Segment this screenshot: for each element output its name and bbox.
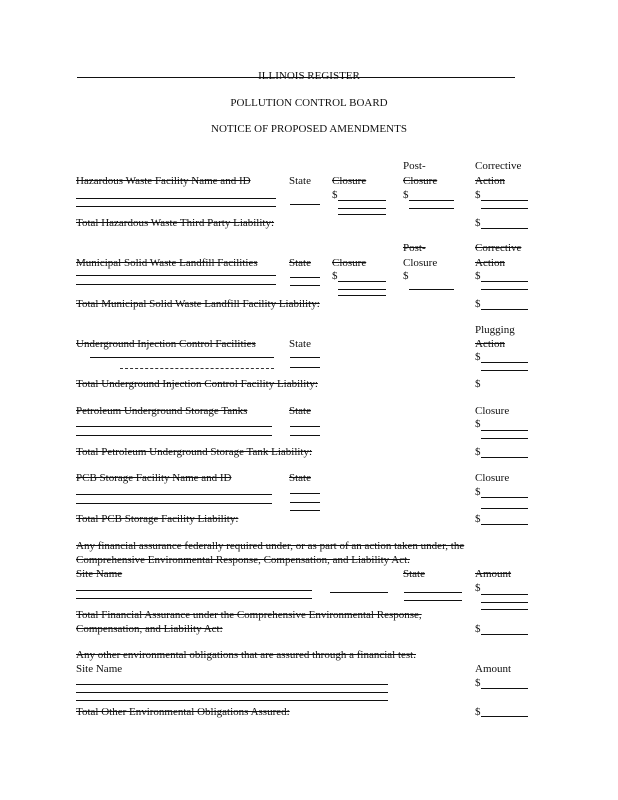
- muni-total-dollar: $: [475, 298, 481, 310]
- blank-line: [90, 357, 274, 358]
- blank-line: [330, 592, 388, 593]
- blank-line: [290, 502, 320, 503]
- pcb-state-header: State: [289, 472, 311, 484]
- blank-line: [76, 435, 272, 436]
- haz-name-header: Hazardous Waste Facility Name and ID: [76, 175, 251, 187]
- uic-name-header: Underground Injection Control Facilities: [76, 338, 256, 350]
- blank-line: [481, 634, 528, 635]
- ust-name-header: Petroleum Underground Storage Tanks: [76, 405, 248, 417]
- notice-title: NOTICE OF PROPOSED AMENDMENTS: [211, 123, 407, 135]
- uic-state-header: State: [289, 338, 311, 350]
- ust-total: Total Petroleum Underground Storage Tank Liability:: [76, 446, 313, 458]
- blank-line: [481, 370, 528, 371]
- blank-line: [76, 275, 276, 276]
- blank-line: [76, 700, 388, 701]
- haz-ca-header-1: Corrective: [475, 160, 522, 172]
- blank-line: [290, 510, 320, 511]
- ust-state-header: State: [289, 405, 311, 417]
- blank-line: [76, 598, 312, 599]
- uic-total-dollar: $: [475, 378, 481, 390]
- muni-total: Total Municipal Solid Waste Landfill Facility Liability:: [76, 298, 320, 310]
- muni-state-header: State: [289, 257, 311, 269]
- blank-line: [481, 716, 528, 717]
- cercla-dollar: $: [475, 582, 481, 594]
- blank-line: [76, 684, 388, 685]
- blank-line: [481, 602, 528, 603]
- blank-line: [481, 524, 528, 525]
- cercla-intro-2: Comprehensive Environmental Response, Compensation, and Liability Act.: [76, 554, 410, 566]
- blank-line: [481, 688, 528, 689]
- blank-line: [481, 508, 528, 509]
- blank-line: [338, 295, 386, 296]
- blank-line: [409, 200, 454, 201]
- muni-closure-header: Closure: [332, 257, 367, 269]
- blank-line: [338, 208, 386, 209]
- blank-line: [338, 214, 386, 215]
- blank-line: [338, 281, 386, 282]
- pcb-name-header: PCB Storage Facility Name and ID: [76, 472, 232, 484]
- pcb-dollar: $: [475, 486, 481, 498]
- blank-line: [481, 609, 528, 610]
- blank-line: [409, 208, 454, 209]
- blank-line: [481, 438, 528, 439]
- pcb-total-dollar: $: [475, 513, 481, 525]
- muni-name-header: Municipal Solid Waste Landfill Facilities: [76, 257, 258, 269]
- blank-line: [481, 362, 528, 363]
- blank-line: [404, 600, 462, 601]
- other-site-header: Site Name: [76, 663, 123, 675]
- haz-ca-header-2: Action: [475, 175, 505, 187]
- cercla-amount-header: Amount: [475, 568, 512, 580]
- blank-line: [481, 497, 528, 498]
- haz-post-header-2: Closure: [403, 175, 438, 187]
- cercla-site-header: Site Name: [76, 568, 123, 580]
- blank-line: [290, 285, 320, 286]
- muni-post-header-1: Post-: [403, 242, 426, 254]
- blank-line: [120, 368, 274, 369]
- cercla-total-2: Compensation, and Liability Act:: [76, 623, 223, 635]
- other-intro: Any other environmental obligations that are assured through a financial test.: [76, 649, 416, 661]
- other-dollar: $: [475, 677, 481, 689]
- muni-ca-header-2: Action: [475, 257, 505, 269]
- blank-line: [76, 503, 272, 504]
- blank-line: [76, 692, 388, 693]
- blank-line: [76, 590, 312, 591]
- uic-pa-header-2: Action: [475, 338, 505, 350]
- haz-ca-dollar: $: [475, 189, 481, 201]
- blank-line: [290, 435, 320, 436]
- blank-line: [481, 309, 528, 310]
- other-total: Total Other Environmental Obligations Assured:: [76, 706, 290, 718]
- blank-line: [481, 208, 528, 209]
- other-total-dollar: $: [475, 706, 481, 718]
- haz-total: Total Hazardous Waste Third Party Liability:: [76, 217, 275, 229]
- blank-line: [481, 200, 528, 201]
- pcb-total: Total PCB Storage Facility Liability:: [76, 513, 239, 525]
- muni-post-dollar: $: [403, 270, 409, 282]
- ust-closure-header: Closure: [475, 405, 510, 417]
- uic-total: Total Underground Injection Control Facility Liability:: [76, 378, 318, 390]
- muni-post-header-2: Closure: [403, 257, 438, 269]
- blank-line: [76, 284, 276, 285]
- blank-line: [290, 204, 320, 205]
- haz-total-dollar: $: [475, 217, 481, 229]
- uic-pa-header-1: Plugging: [475, 324, 515, 336]
- blank-line: [76, 494, 272, 495]
- blank-line: [290, 367, 320, 368]
- blank-line: [481, 430, 528, 431]
- blank-line: [290, 493, 320, 494]
- blank-line: [76, 206, 276, 207]
- cercla-state-header: State: [403, 568, 425, 580]
- haz-post-header-1: Post-: [403, 160, 426, 172]
- blank-line: [481, 228, 528, 229]
- ust-dollar: $: [475, 418, 481, 430]
- blank-line: [290, 426, 320, 427]
- uic-dollar: $: [475, 351, 481, 363]
- cercla-total-1: Total Financial Assurance under the Comprehensive Environmental Response,: [76, 609, 422, 621]
- cercla-intro-1: Any financial assurance federally required under, or as part of an action taken under, the: [76, 540, 465, 552]
- blank-line: [481, 594, 528, 595]
- blank-line: [76, 198, 276, 199]
- blank-line: [481, 289, 528, 290]
- blank-line: [76, 426, 272, 427]
- haz-closure-dollar: $: [332, 189, 338, 201]
- cercla-total-dollar: $: [475, 623, 481, 635]
- haz-closure-header: Closure: [332, 175, 367, 187]
- blank-line: [409, 289, 454, 290]
- blank-line: [338, 200, 386, 201]
- register-title: ILLINOIS REGISTER: [258, 70, 360, 82]
- blank-line: [290, 277, 320, 278]
- muni-ca-dollar: $: [475, 270, 481, 282]
- muni-closure-dollar: $: [332, 270, 338, 282]
- blank-line: [481, 281, 528, 282]
- blank-line: [481, 457, 528, 458]
- blank-line: [338, 289, 386, 290]
- muni-ca-header-1: Corrective: [475, 242, 522, 254]
- blank-line: [404, 592, 462, 593]
- other-amount-header: Amount: [475, 663, 512, 675]
- pcb-closure-header: Closure: [475, 472, 510, 484]
- haz-post-dollar: $: [403, 189, 409, 201]
- board-title: POLLUTION CONTROL BOARD: [230, 97, 388, 109]
- haz-state-header: State: [289, 175, 311, 187]
- ust-total-dollar: $: [475, 446, 481, 458]
- blank-line: [290, 357, 320, 358]
